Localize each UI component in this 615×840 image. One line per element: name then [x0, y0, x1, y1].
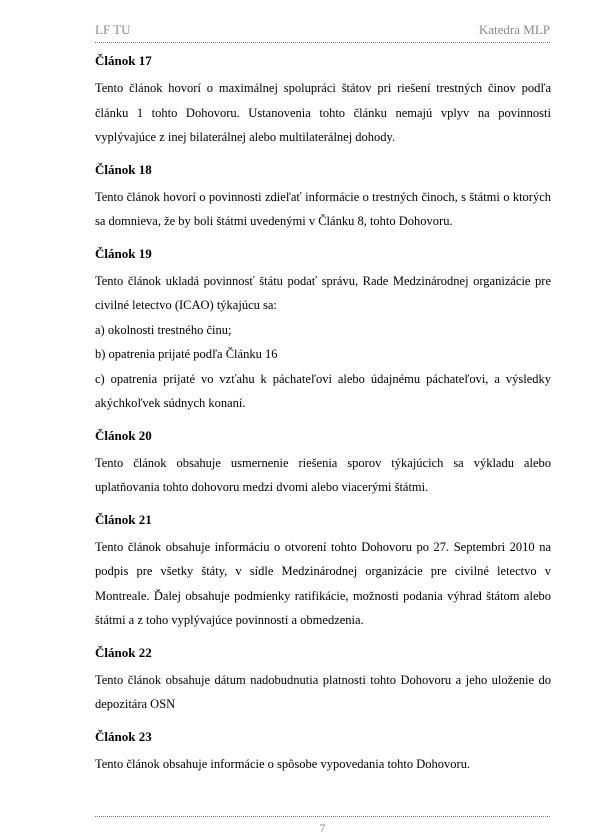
article-heading: Článok 22: [95, 644, 152, 660]
article-22: [95, 644, 551, 717]
page-header: [95, 22, 550, 43]
article-19: [95, 245, 551, 416]
article-21: [95, 511, 551, 633]
article-paragraph: Tento článok obsahuje dátum nadobudnutia platnosti tohto Dohovoru a jeho uloženie do depozitára OSN: [95, 672, 551, 711]
article-paragraph: Tento článok ukladá povinnosť štátu podať správu, Rade Medzinárodnej organizácie pre civilné letectvo (ICAO) týkajúcu sa:: [95, 273, 551, 312]
header-right-text: Katedra MLP: [478, 22, 550, 37]
article-17: [95, 52, 551, 150]
document-body: [95, 52, 551, 776]
article-heading: Článok 19: [95, 245, 152, 261]
article-paragraph: Tento článok hovorí o povinnosti zdieľať informácie o trestných činoch, s štátmi o ktorých sa domnieva, že by boli štátmi uvedenými v Článku 8, tohto Dohovoru.: [95, 189, 551, 228]
list-item: a) okolnosti trestného činu;: [95, 322, 232, 337]
article-paragraph: Tento článok obsahuje informácie o spôsobe vypovedania tohto Dohovoru.: [95, 756, 471, 771]
article-paragraph: Tento článok obsahuje informáciu o otvorení tohto Dohovoru po 27. Septembri 2010 na podpis pre všetky štáty, v sídle Medzinárodnej organizácie pre civilné letectvo v Montreale. Ďalej obsahuje podmienky ratifikácie, možnosti podania výhrad štátom alebo štátmi a z toho vyplývajúce povinnosti a obmedzenia.: [95, 539, 551, 627]
list-item: c) opatrenia prijaté vo vzťahu k páchateľovi alebo údajnému páchateľovi, a výsledky akýchkoľvek súdnych konaní.: [95, 371, 551, 410]
page-number: 7: [319, 821, 326, 835]
header-left-text: LF TU: [95, 22, 131, 37]
article-heading: Článok 17: [95, 53, 152, 68]
article-18: [95, 161, 551, 234]
article-23: [95, 728, 551, 777]
article-20: [95, 427, 551, 500]
list-item: b) opatrenia prijaté podľa Článku 16: [95, 347, 278, 361]
article-heading: Článok 18: [95, 161, 152, 177]
article-paragraph: Tento článok hovorí o maximálnej spolupráci štátov pri riešení trestných činov podľa článku 1 tohto Dohovoru. Ustanovenia tohto článku nemajú vplyv na povinnosti vyplývajúce z inej bilaterálnej alebo multilaterálnej dohody.: [95, 81, 551, 144]
article-heading: Článok 23: [95, 728, 152, 744]
article-paragraph: Tento článok obsahuje usmernenie riešenia sporov týkajúcich sa výkladu alebo uplatňovania tohto dohovoru medzi dvomi alebo viacerými štátmi.: [95, 455, 551, 494]
page-footer: [95, 816, 550, 836]
article-heading: Článok 20: [95, 427, 152, 443]
article-heading: Článok 21: [95, 511, 152, 527]
